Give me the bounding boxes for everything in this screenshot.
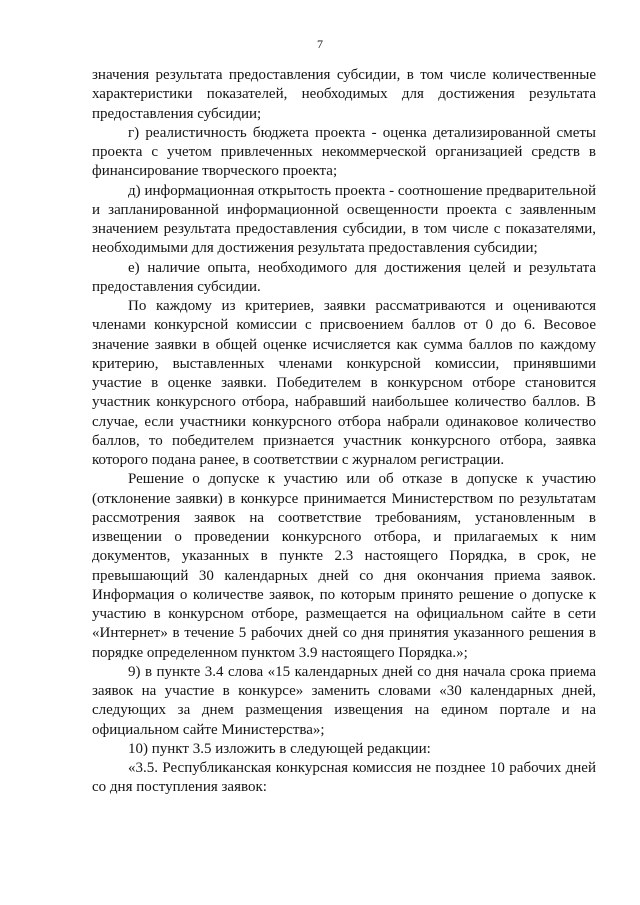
paragraph-criterion-g: г) реалистичность бюджета проекта - оценка детализированной сметы проекта с учетом привлеченных некоммерческой организацией средств в финансирование творческого проекта; (92, 124, 596, 180)
paragraph-clause-3-5: «3.5. Республиканская конкурсная комиссия не позднее 10 рабочих дней со дня поступления заявок: (92, 760, 596, 796)
paragraph-scoring: По каждому из критериев, заявки рассматриваются и оцениваются членами конкурсной комиссии с присвоением баллов от 0 до 6. Весовое значение заявки в общей оценке исчисляется как сумма баллов по каждому критерию, выставленных членами конкурсной комиссии, принявшими участие в оценке заявки. Победителем в конкурсном отборе становится участник конкурсного отбора, набравший наибольшее количество баллов. В случае, если участники конкурсного отбора набрали одинаковое количество баллов, то победителем признается участник конкурсного отбора, заявка которого подана ранее, в соответствии с журналом регистрации. (92, 298, 596, 468)
paragraph-admission-decision: Решение о допуске к участию или об отказе в допуске к участию (отклонение заявки) в конкурсе принимается Министерством по результатам рассмотрения заявок на соответствие требованиям, установленным в извещении о проведении конкурсного отбора, и прилагаемых к ним документов, указанных в пункте 2.3 настоящего Порядка, в срок, не превышающий 30 календарных дней со дня окончания приема заявок. Информация о количестве заявок, по которым принято решение о допуске к участию в конкурсном отборе, размещается на официальном сайте в сети «Интернет» в течение 5 рабочих дней со дня принятия указанного решения в порядке определенном пунктом 3.9 настоящего Порядка.»; (92, 471, 596, 661)
page-number: 7 (317, 37, 323, 51)
document-body (92, 66, 596, 798)
paragraph-item-10: 10) пункт 3.5 изложить в следующей редакции: (128, 740, 431, 757)
paragraph-criterion-v-continued: значения результата предоставления субсидии, в том числе количественные характеристики показателей, необходимых для достижения результата предоставления субсидии; (92, 67, 596, 122)
paragraph-criterion-e: е) наличие опыта, необходимого для достижения целей и результата предоставления субсидии. (92, 259, 596, 295)
paragraph-item-9: 9) в пункте 3.4 слова «15 календарных дней со дня начала срока приема заявок на участие в конкурсе» заменить словами «30 календарных дней, следующих за днем размещения извещения на едином портале и на официальном сайте Министерства»; (92, 663, 596, 738)
paragraph-criterion-d: д) информационная открытость проекта - соотношение предварительной и запланированной информационной освещенности проекта с заявленным значением результата предоставления субсидии, в том числе с показателями, необходимыми для достижения результата предоставления субсидии; (92, 182, 596, 257)
